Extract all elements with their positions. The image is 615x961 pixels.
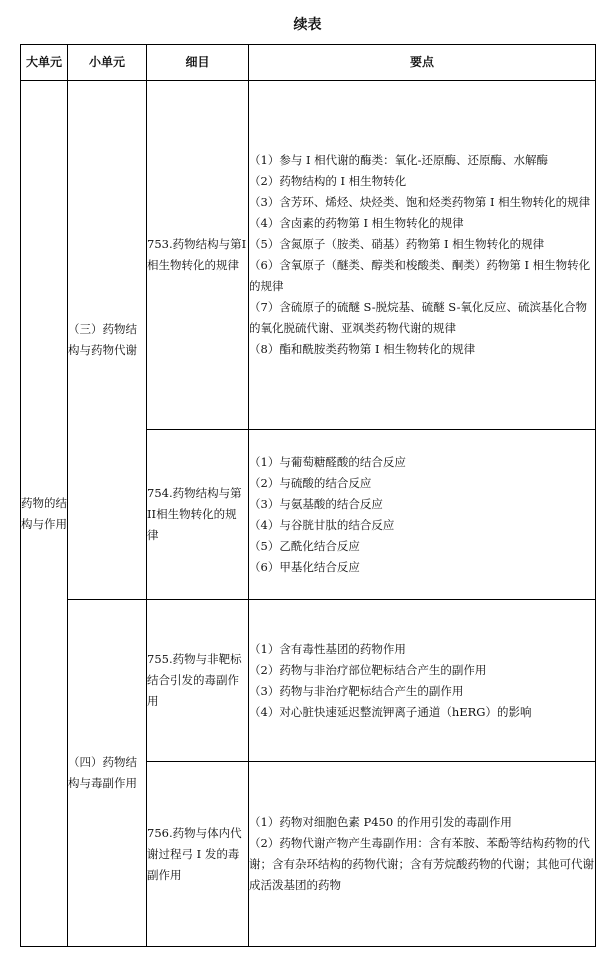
- key-points-cell: [249, 81, 596, 430]
- point-line: （1）含有毒性基团的药物作用: [249, 641, 406, 656]
- key-points-cell: [249, 762, 596, 947]
- header-major-unit: 大单元: [21, 45, 68, 81]
- minor-unit-cell: （三）药物结构与药物代谢: [68, 81, 147, 600]
- point-line: （4）与谷胱甘肽的结合反应: [249, 517, 395, 532]
- point-line: （1）参与 I 相代谢的酶类：氧化-还原酶、还原酶、水解酶: [249, 153, 549, 167]
- item-cell: 755.药物与非靶标结合引发的毒副作用: [147, 600, 249, 762]
- point-line: （2）药物结构的 I 相生物转化: [249, 174, 407, 188]
- point-line: （1）与葡萄糖醛酸的结合反应: [249, 454, 406, 469]
- major-unit-cell: 药物的结构与作用: [21, 81, 68, 947]
- point-line: （7）含硫原子的硫醚 S-脱烷基、硫醚 S-氧化反应、硫滨基化合物的氧化脱硫代谢、亚飒类药物代谢的规律: [249, 300, 587, 335]
- page-title: 续表: [293, 17, 322, 33]
- table-row: [21, 81, 596, 430]
- point-line: （4）对心脏快速延迟整流钾离子通道（hERG）的影响: [249, 704, 532, 719]
- header-item: 细目: [147, 45, 249, 81]
- key-points-cell: [249, 430, 596, 600]
- point-line: （5）乙酰化结合反应: [249, 538, 360, 553]
- syllabus-table: [20, 44, 596, 947]
- table-header-row: [21, 45, 596, 81]
- point-line: （1）药物对细胞色素 P450 的作用引发的毒副作用: [249, 815, 512, 829]
- table-row: [21, 600, 596, 762]
- point-line: （2）与硫酸的结合反应: [249, 475, 372, 490]
- item-cell: 753.药物结构与第I相生物转化的规律: [147, 81, 249, 430]
- point-line: （3）与氨基酸的结合反应: [249, 496, 383, 511]
- point-line: （6）甲基化结合反应: [249, 559, 360, 574]
- header-minor-unit: 小单元: [68, 45, 147, 81]
- header-key-points: 要点: [249, 45, 596, 81]
- item-cell: 756.药物与体内代谢过程弓 I 发的毒副作用: [147, 762, 249, 947]
- point-line: （3）含芳环、烯烃、炔烃类、饱和烃类药物第 I 相生物转化的规律: [249, 195, 591, 209]
- point-line: （2）药物代谢产物产生毒副作用：含有苯胺、苯酚等结构药物的代谢；含有杂环结构的药物代谢；含有芳烷酸药物的代谢；其他可代谢成活泼基团的药物: [249, 836, 594, 892]
- point-line: （8）酯和酰胺类药物第 I 相生物转化的规律: [249, 342, 476, 356]
- key-points-cell: [249, 600, 596, 762]
- point-line: （2）药物与非治疗部位靶标结合产生的副作用: [249, 662, 487, 677]
- point-line: （5）含氮原子（胺类、硝基）药物第 I 相生物转化的规律: [249, 237, 545, 251]
- point-line: （3）药物与非治疗靶标结合产生的副作用: [249, 683, 464, 698]
- point-line: （4）含卤素的药物第 I 相生物转化的规律: [249, 216, 464, 230]
- minor-unit-cell: （四）药物结构与毒副作用: [68, 600, 147, 947]
- point-line: （6）含氧原子（醚类、醇类和梭酸类、酮类）药物第 I 相生物转化的规律: [249, 258, 591, 293]
- item-cell: 754.药物结构与第II相生物转化的规律: [147, 430, 249, 600]
